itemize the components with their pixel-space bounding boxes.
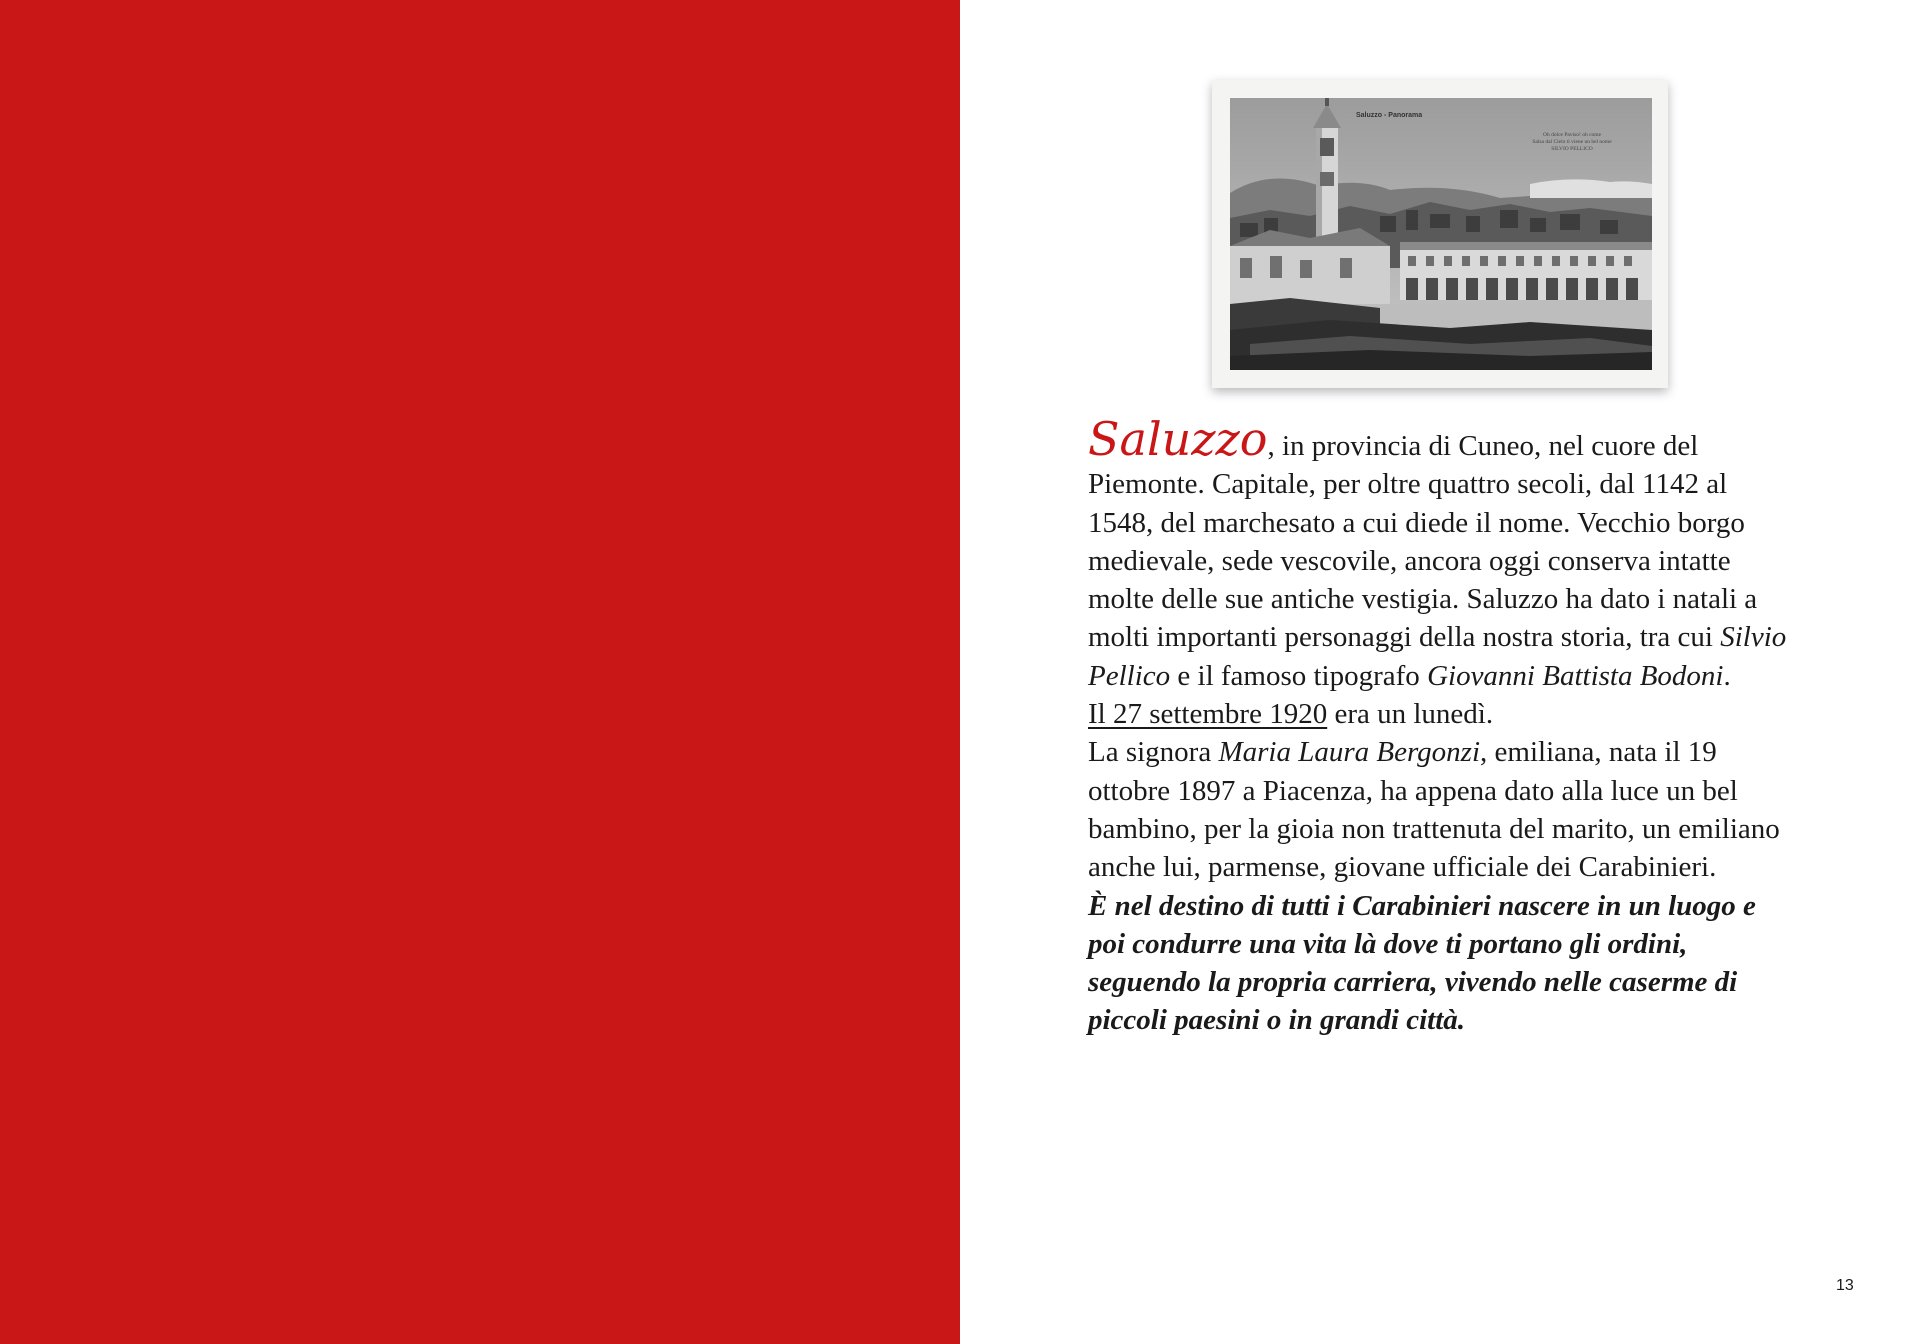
lead-word: Saluzzo bbox=[1088, 412, 1268, 466]
paragraph-mother bbox=[1088, 733, 1788, 886]
text-span: , in provincia di Cuneo, nel cuore del Piemonte. Capitale, per oltre quattro secoli, dal 1142 al 1548, del marchesato a cui diede il nome. Vecchio borgo medievale, sede vescovile, ancora oggi conserva intatte molte delle sue antiche vestigia. Saluzzo ha dato i natali a molti importanti personaggi della nostra storia, tra cui bbox=[1088, 430, 1758, 654]
text-span: , emiliana, nata il 19 ottobre 1897 a Piacenza, ha appena dato alla luce un bel bambino, per la gioia non trattenuta del marito, un emiliano anche lui, parmense, giovane ufficiale dei Carabinieri. bbox=[1088, 736, 1780, 884]
text-span: . bbox=[1723, 659, 1731, 692]
text-span: La signora bbox=[1088, 736, 1219, 769]
body-text bbox=[1088, 412, 1788, 1040]
name-maria-laura-bergonzi: Maria Laura Bergonzi bbox=[1218, 736, 1481, 769]
postcard-verse-line: SILVIO PELLICO bbox=[1551, 146, 1593, 152]
saluzzo-panorama-photo bbox=[1230, 98, 1652, 370]
text-span: e il famoso tipografo bbox=[1170, 659, 1428, 692]
postcard-verse-line: Oh dolce Paviso! oh come bbox=[1542, 132, 1602, 138]
closing-paragraph: È nel destino di tutti i Carabinieri nascere in un luogo e poi condurre una vita là dove ti portano gli ordini, seguendo la propria carriera, vivendo nelle caserme di piccoli paesini o in grandi città. bbox=[1088, 889, 1756, 1037]
paragraph-date bbox=[1088, 695, 1788, 733]
name-bodoni: Giovanni Battista Bodoni bbox=[1427, 659, 1724, 692]
postcard-verse-line: Salsa dal Cielo ti viene un bel nome bbox=[1532, 139, 1612, 145]
text-span: era un lunedì. bbox=[1327, 698, 1494, 731]
postcard-caption: Saluzzo - Panorama bbox=[1356, 112, 1423, 119]
birth-date: Il 27 settembre 1920 bbox=[1088, 698, 1328, 731]
page-number: 13 bbox=[1836, 1277, 1854, 1294]
postcard-image bbox=[1212, 80, 1668, 388]
postcard-verse bbox=[1516, 132, 1628, 153]
name-silvio-pellico: Silvio Pellico bbox=[1088, 621, 1787, 692]
paragraph-saluzzo bbox=[1088, 412, 1788, 695]
